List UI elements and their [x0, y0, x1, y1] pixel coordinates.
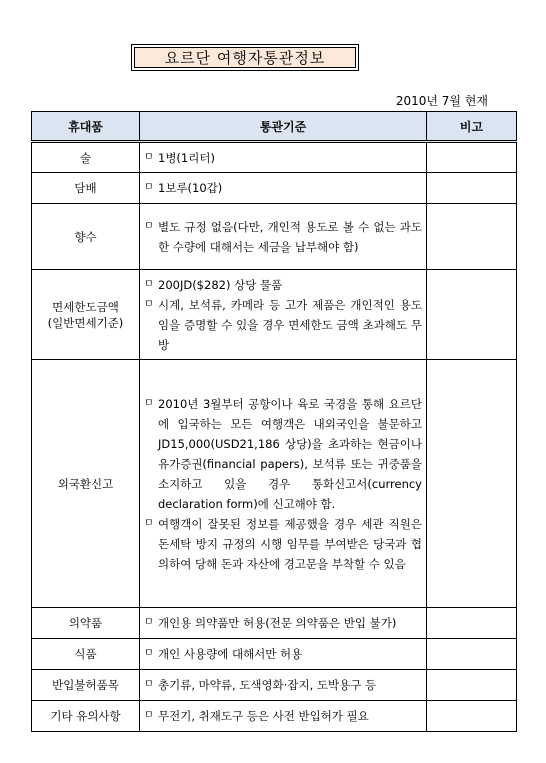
table-row — [32, 639, 517, 670]
header-criteria: 통관기준 — [140, 112, 427, 142]
criteria-text: 200JD($282) 상당 물품 — [158, 277, 283, 292]
criteria-text: 무전기, 취재도구 등은 사전 반입허가 필요 — [158, 709, 369, 723]
note-cell — [427, 270, 517, 360]
date-label: 2010년 7월 현재 — [395, 94, 488, 108]
item-label: 술 — [79, 150, 92, 165]
item-label: 식품 — [74, 647, 97, 661]
criteria-text: 별도 규정 없음(다만, 개인적 용도로 볼 수 없는 과도한 수량에 대해서는 세금을 납부해야 함) — [158, 219, 422, 254]
note-cell — [427, 670, 517, 701]
square-bullet-icon: ㅁ — [144, 151, 154, 163]
square-bullet-icon: ㅁ — [144, 397, 154, 409]
criteria-cell — [140, 173, 427, 204]
item-cell — [32, 608, 140, 639]
item-label: (일반면세기준) — [47, 315, 124, 330]
item-cell — [32, 270, 140, 360]
table-row — [32, 701, 517, 732]
criteria-item — [144, 275, 422, 295]
note-cell — [427, 360, 517, 608]
item-label: 의약품 — [68, 616, 103, 630]
item-label: 향수 — [74, 229, 97, 244]
criteria-cell — [140, 701, 427, 732]
item-label: 기타 유의사항 — [50, 709, 121, 723]
criteria-text: 2010년 3월부터 공항이나 육로 국경을 통해 요르단에 입국하는 모든 여행객은 내외국인을 불문하고 JD15,000(USD21,186 상당)을 초과하는 현금이나 유가증권(financial papers), 보석류 또는 귀중품을 소지하고 있을 경우 통화신고서(currency declaration form)에 신고해야 함. — [158, 396, 422, 511]
table-row — [32, 360, 517, 608]
criteria-text: 1보루(10갑) — [158, 181, 223, 195]
item-cell — [32, 670, 140, 701]
table-row — [32, 270, 517, 360]
document-title: 요르단 여행자통관정보 — [134, 47, 356, 68]
item-cell — [32, 701, 140, 732]
square-bullet-icon: ㅁ — [144, 648, 154, 659]
item-label: 면세한도금액 — [52, 299, 119, 314]
square-bullet-icon: ㅁ — [144, 517, 154, 529]
customs-table — [31, 111, 517, 732]
criteria-cell — [140, 639, 427, 670]
criteria-text: 개인 사용량에 대해서만 허용 — [158, 647, 303, 661]
criteria-text: 시계, 보석류, 카메라 등 고가 제품은 개인적인 용도임을 증명할 수 있을 경우 면세한도 금액 초과해도 무방 — [158, 297, 422, 352]
criteria-item — [144, 613, 422, 633]
criteria-item — [144, 148, 422, 168]
criteria-item — [144, 217, 422, 257]
criteria-item — [144, 706, 422, 726]
item-cell — [32, 173, 140, 204]
criteria-text: 총기류, 마약류, 도색영화·잡지, 도박용구 등 — [158, 678, 377, 692]
criteria-cell — [140, 360, 427, 608]
criteria-item — [144, 178, 422, 198]
table-row — [32, 608, 517, 639]
criteria-item — [144, 675, 422, 695]
square-bullet-icon: ㅁ — [144, 298, 154, 310]
criteria-item — [144, 295, 422, 355]
criteria-cell — [140, 270, 427, 360]
criteria-cell — [140, 204, 427, 270]
note-cell — [427, 204, 517, 270]
item-label: 담배 — [74, 181, 97, 195]
criteria-cell — [140, 670, 427, 701]
note-cell — [427, 639, 517, 670]
criteria-text: 개인용 의약품만 허용(전문 의약품은 반입 불가) — [158, 616, 397, 630]
criteria-cell — [140, 608, 427, 639]
square-bullet-icon: ㅁ — [144, 182, 154, 193]
table-row — [32, 670, 517, 701]
square-bullet-icon: ㅁ — [144, 220, 154, 232]
item-cell — [32, 142, 140, 173]
criteria-text: 1병(1리터) — [158, 150, 215, 165]
square-bullet-icon: ㅁ — [144, 278, 154, 290]
table-row — [32, 142, 517, 173]
header-item: 휴대품 — [32, 112, 140, 142]
note-cell — [427, 142, 517, 173]
note-cell — [427, 608, 517, 639]
item-label: 반입불허품목 — [52, 678, 119, 692]
criteria-text: 여행객이 잘못된 정보를 제공했을 경우 세관 직원은 돈세탁 방지 규정의 시행 임무를 부여받은 당국과 협의하여 당해 돈과 자산에 경고문을 부착할 수 있음 — [158, 516, 422, 571]
title-box — [131, 44, 359, 71]
square-bullet-icon: ㅁ — [144, 710, 154, 721]
item-cell — [32, 639, 140, 670]
criteria-item — [144, 394, 422, 514]
item-label: 외국환신고 — [57, 476, 114, 491]
criteria-item — [144, 514, 422, 574]
item-cell — [32, 204, 140, 270]
table-row — [32, 204, 517, 270]
header-note: 비고 — [427, 112, 517, 142]
square-bullet-icon: ㅁ — [144, 617, 154, 628]
item-cell — [32, 360, 140, 608]
square-bullet-icon: ㅁ — [144, 679, 154, 690]
criteria-cell — [140, 142, 427, 173]
table-row — [32, 173, 517, 204]
header-row — [32, 112, 517, 142]
note-cell — [427, 173, 517, 204]
note-cell — [427, 701, 517, 732]
criteria-item — [144, 644, 422, 664]
